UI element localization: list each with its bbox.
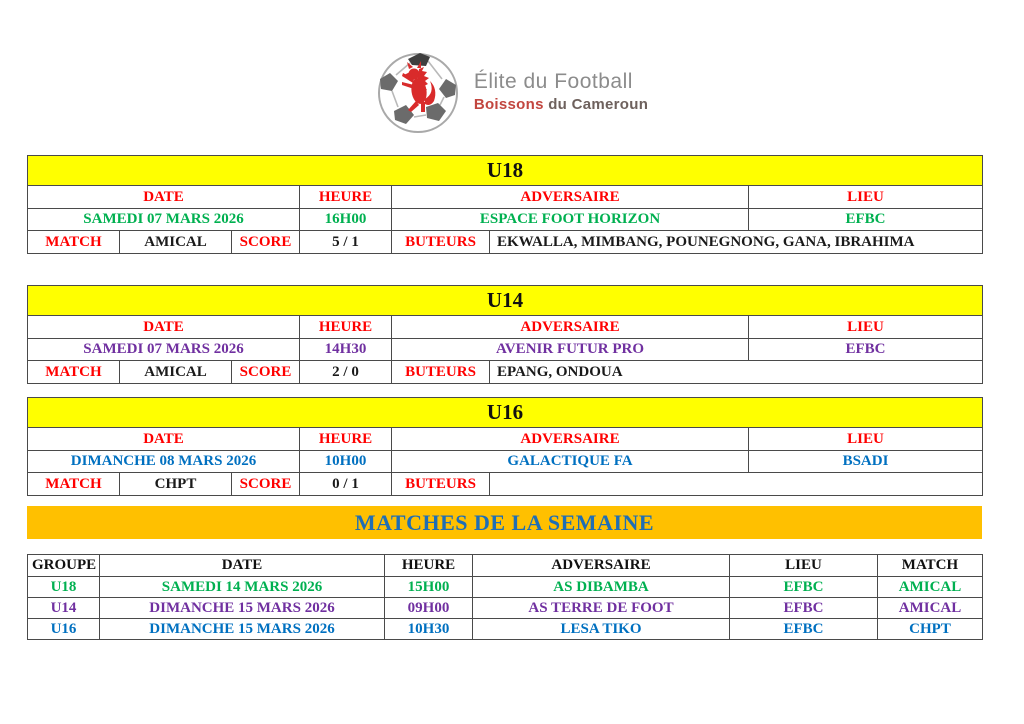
u14-score-label: SCORE	[232, 361, 300, 384]
u14-fixture-date: SAMEDI 07 MARS 2026	[28, 339, 300, 361]
club-name-accent: Boissons	[473, 95, 544, 113]
week-u18-heure: 15H00	[385, 577, 473, 598]
club-logo	[0, 0, 1024, 136]
u16-score-value: 0 / 1	[300, 473, 392, 496]
week-u14-match: AMICAL	[878, 598, 983, 619]
u18-match-label: MATCH	[28, 231, 120, 254]
week-u18-match: AMICAL	[878, 577, 983, 598]
week-heure-header: HEURE	[385, 555, 473, 577]
week-row-u16	[28, 619, 983, 640]
table-u18	[27, 155, 983, 254]
u14-title: U14	[28, 286, 983, 316]
u14-match-type: AMICAL	[120, 361, 232, 384]
week-banner-title: MATCHES DE LA SEMAINE	[354, 509, 655, 535]
week-u14-heure: 09H00	[385, 598, 473, 619]
u14-heure-header: HEURE	[300, 316, 392, 339]
u16-lieu-header: LIEU	[749, 428, 983, 451]
u14-fixture-adversaire: AVENIR FUTUR PRO	[392, 339, 749, 361]
u14-fixture-heure: 14H30	[300, 339, 392, 361]
u18-date-header: DATE	[28, 186, 300, 209]
u18-fixture-heure: 16H00	[300, 209, 392, 231]
u18-match-type: AMICAL	[120, 231, 232, 254]
u16-title-row	[28, 398, 983, 428]
week-u16-lieu: EFBC	[730, 619, 878, 640]
u14-buteurs-list: EPANG, ONDOUA	[490, 361, 983, 384]
u16-fixture-row	[28, 451, 983, 473]
week-row-u14	[28, 598, 983, 619]
week-u18-lieu: EFBC	[730, 577, 878, 598]
u14-adversaire-header: ADVERSAIRE	[392, 316, 749, 339]
u16-buteurs-list	[490, 473, 983, 496]
week-adversaire-header: ADVERSAIRE	[473, 555, 730, 577]
u14-fixture-lieu: EFBC	[749, 339, 983, 361]
u16-fixture-date: DIMANCHE 08 MARS 2026	[28, 451, 300, 473]
u16-adversaire-header: ADVERSAIRE	[392, 428, 749, 451]
u16-fixture-lieu: BSADI	[749, 451, 983, 473]
u18-score-value: 5 / 1	[300, 231, 392, 254]
u18-heure-header: HEURE	[300, 186, 392, 209]
u16-fixture-adversaire: GALACTIQUE FA	[392, 451, 749, 473]
u14-buteurs-label: BUTEURS	[392, 361, 490, 384]
u14-score-value: 2 / 0	[300, 361, 392, 384]
u16-match-label: MATCH	[28, 473, 120, 496]
week-header-row	[28, 555, 983, 577]
u16-fixture-heure: 10H00	[300, 451, 392, 473]
club-name-line1: Élite du Football	[473, 69, 633, 93]
week-u18-adversaire: AS DIBAMBA	[473, 577, 730, 598]
u14-header-row	[28, 316, 983, 339]
u16-heure-header: HEURE	[300, 428, 392, 451]
week-banner	[27, 506, 982, 539]
week-date-header: DATE	[100, 555, 385, 577]
u16-score-label: SCORE	[232, 473, 300, 496]
week-groupe-header: GROUPE	[28, 555, 100, 577]
week-u16-heure: 10H30	[385, 619, 473, 640]
u18-score-label: SCORE	[232, 231, 300, 254]
week-u16-date: DIMANCHE 15 MARS 2026	[100, 619, 385, 640]
u18-buteurs-label: BUTEURS	[392, 231, 490, 254]
tables-area	[27, 155, 982, 640]
u18-adversaire-header: ADVERSAIRE	[392, 186, 749, 209]
u14-fixture-row	[28, 339, 983, 361]
u14-result-row	[28, 361, 983, 384]
u18-buteurs-list: EKWALLA, MIMBANG, POUNEGNONG, GANA, IBRAHIMA	[490, 231, 983, 254]
soccer-ball-red-lion-icon	[376, 49, 460, 133]
u18-lieu-header: LIEU	[749, 186, 983, 209]
week-u16-match: CHPT	[878, 619, 983, 640]
u14-lieu-header: LIEU	[749, 316, 983, 339]
u18-fixture-date: SAMEDI 07 MARS 2026	[28, 209, 300, 231]
u14-match-label: MATCH	[28, 361, 120, 384]
u16-result-row	[28, 473, 983, 496]
table-week	[27, 554, 983, 640]
u14-date-header: DATE	[28, 316, 300, 339]
week-u18-date: SAMEDI 14 MARS 2026	[100, 577, 385, 598]
u16-buteurs-label: BUTEURS	[392, 473, 490, 496]
u18-fixture-lieu: EFBC	[749, 209, 983, 231]
club-name-rest: du Cameroun	[543, 95, 649, 113]
u16-title: U16	[28, 398, 983, 428]
week-match-header: MATCH	[878, 555, 983, 577]
u18-title: U18	[28, 156, 983, 186]
u16-date-header: DATE	[28, 428, 300, 451]
u14-title-row	[28, 286, 983, 316]
table-u16	[27, 397, 983, 496]
u16-header-row	[28, 428, 983, 451]
week-u14-lieu: EFBC	[730, 598, 878, 619]
week-u14-date: DIMANCHE 15 MARS 2026	[100, 598, 385, 619]
week-u16-adversaire: LESA TIKO	[473, 619, 730, 640]
week-u18-groupe: U18	[28, 577, 100, 598]
u18-header-row	[28, 186, 983, 209]
club-name	[474, 70, 648, 113]
week-row-u18	[28, 577, 983, 598]
u18-result-row	[28, 231, 983, 254]
u18-title-row	[28, 156, 983, 186]
u16-match-type: CHPT	[120, 473, 232, 496]
u18-fixture-row	[28, 209, 983, 231]
week-u16-groupe: U16	[28, 619, 100, 640]
club-name-line2	[474, 96, 648, 113]
week-lieu-header: LIEU	[730, 555, 878, 577]
table-u14	[27, 285, 983, 384]
week-u14-groupe: U14	[28, 598, 100, 619]
u18-fixture-adversaire: ESPACE FOOT HORIZON	[392, 209, 749, 231]
week-u14-adversaire: AS TERRE DE FOOT	[473, 598, 730, 619]
